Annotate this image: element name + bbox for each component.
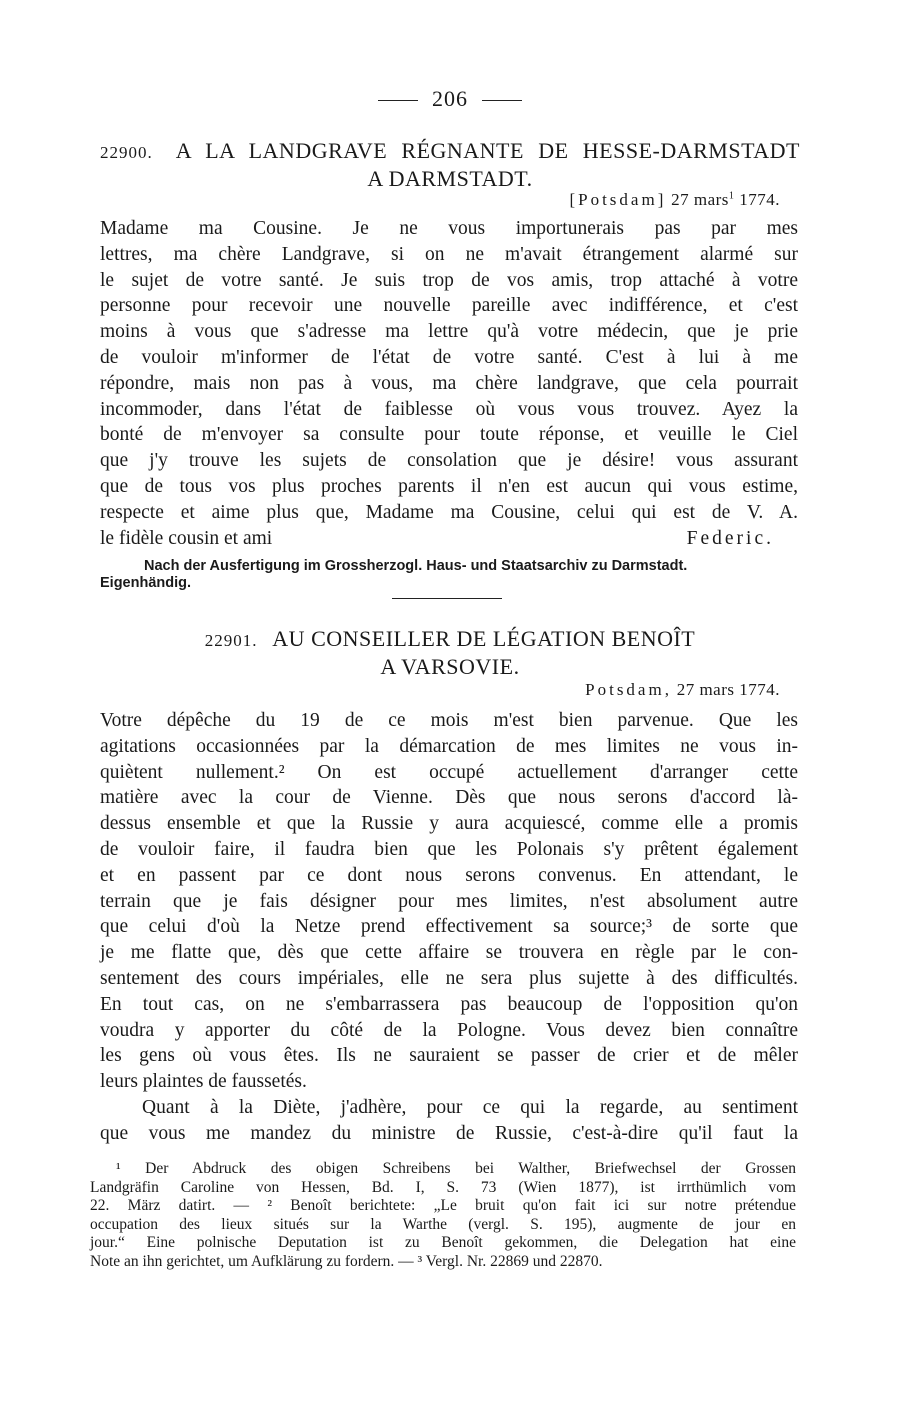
letter2-line: sentement des cours impériales, elle ne sera plus sujette à des difficultés. (100, 967, 798, 989)
letter1-closing: le fidèle cousin et ami (100, 527, 273, 549)
letter2-line: matière avec la cour de Vienne. Dès que nous serons d'accord là- (100, 787, 798, 809)
page-number: 206 (432, 86, 468, 111)
page-number-dash-left (378, 100, 418, 101)
letter1-heading-line2: A DARMSTADT. (367, 166, 533, 191)
letter2-line: agitations occasionnées par la démarcation de mes limites ne vous in- (100, 735, 798, 757)
letter1-line: que j'y trouve les sujets de consolation que je désire! vous assurant (100, 450, 798, 472)
letter2-date-place: Potsdam, (585, 680, 672, 699)
letter2-paragraph2-line: Quant à la Diète, j'adhère, pour ce qui la regarde, au sentiment (142, 1096, 798, 1118)
letter1-heading-line1 (100, 138, 800, 166)
letter1-date-place: [Potsdam] (569, 190, 667, 209)
letter2-line: et en passent par ce dont nous serons convenus. En attendant, le (100, 864, 798, 886)
letter1-date-note: 1 (728, 190, 735, 202)
footnote-line: Note an ihn gerichtet, um Aufklärung zu fordern. — ³ Vergl. Nr. 22869 und 22870. (90, 1252, 603, 1270)
letter1-line: Madame ma Cousine. Je ne vous importunerais pas par mes (100, 218, 798, 239)
letter2-line: que celui d'où la Netze prend effectivement sa source;³ de sorte que (100, 916, 798, 938)
letter2-dateline (585, 680, 780, 700)
footnote-line: jour.“ Eine polnische Deputation ist zu Benoît gekommen, die Delegation hat eine (90, 1234, 796, 1252)
letter1-source-note (100, 558, 800, 592)
letter1-line: lettres, ma chère Landgrave, si on ne m'avait étrangement alarmé sur (100, 243, 798, 265)
letter2-addressee: AU CONSEILLER DE LÉGATION BENOÎT (272, 626, 696, 651)
footnotes (90, 1160, 796, 1272)
letter1-line: répondre, mais non pas à vous, ma chère landgrave, que cela pourrait (100, 372, 798, 394)
letter1-date-year: 1774. (739, 190, 780, 209)
letter2-line: En tout cas, on ne s'embarrassera pas beaucoup de l'opposition qu'on (100, 993, 798, 1015)
letter1-line: incommoder, dans l'état de faiblesse où vous vous trouvez. Ayez la (100, 398, 798, 420)
letter1-body (100, 216, 798, 551)
letter1-date: 27 mars (671, 190, 729, 209)
letter1-heading (100, 138, 800, 192)
page-number-dash-right (482, 100, 522, 101)
letter1-source-line2: Eigenhändig. (100, 575, 192, 591)
letter1-closing-line (100, 526, 798, 552)
letter2-heading (100, 626, 800, 680)
letter2-body (100, 708, 798, 1147)
letter1-signature: Federic. (686, 527, 774, 549)
letter2-line: je me flatte que, dès que cette affaire se trouvera en règle par le con- (100, 942, 798, 964)
letter1-addressee: A LA LANDGRAVE RÉGNANTE DE HESSE-DARMSTADT (175, 138, 800, 163)
footnote-line: ¹ Der Abdruck des obigen Schreibens bei Walther, Briefwechsel der Grossen (116, 1160, 796, 1177)
footnote-line: occupation des lieux situés sur la Warthe (vergl. S. 195), augmente de jour en (90, 1215, 796, 1233)
letter2-heading-line1 (100, 626, 800, 654)
letter1-line: moins à vous que s'adresse ma lettre qu'à votre médecin, que je prie (100, 321, 798, 343)
letter2-number: 22901. (204, 631, 258, 650)
letter1-dateline (569, 190, 780, 210)
letter1-source-line1: Nach der Ausfertigung im Grossherzogl. Haus- und Staatsarchiv zu Darmstadt. (144, 558, 688, 574)
letter1-number: 22900. (100, 143, 153, 162)
letter2-line: quiètent nullement.² On est occupé actuellement d'arranger cette (100, 761, 798, 783)
letter2-line: voudra y apporter du côté de la Pologne. Vous devez bien connaître (100, 1019, 798, 1041)
letter1-line: respecte et aime plus que, Madame ma Cousine, celui qui est de V. A. (100, 501, 798, 523)
letter2-date: 27 mars 1774. (676, 680, 780, 699)
footnote-line: 22. März datirt. — ² Benoît berichtete: „Le bruit qu'on fait ici sur notre prétendue (90, 1197, 796, 1215)
letter2-line: de vouloir faire, il faudra bien que les Polonais s'y prêtent également (100, 838, 798, 860)
letter2-line: leurs plaintes de faussetés. (100, 1071, 307, 1093)
section-divider (392, 598, 502, 599)
letter2-paragraph2-line: que vous me mandez du ministre de Russie, c'est-à-dire qu'il faut la (100, 1122, 798, 1144)
letter1-line: le sujet de votre santé. Je suis trop de vos amis, trop attaché à votre (100, 269, 798, 291)
page-number-row (0, 86, 900, 112)
letter1-line: que de tous vos plus proches parents il n'en est aucun qui vous estime, (100, 475, 798, 497)
letter2-line: Votre dépêche du 19 de ce mois m'est bien parvenue. Que les (100, 710, 798, 731)
letter2-line: dessus ensemble et que la Russie y aura acquiescé, comme elle a promis (100, 813, 798, 835)
letter2-line: terrain que je fais désigner pour mes limites, n'est absolument autre (100, 890, 798, 912)
letter1-line: bonté de m'envoyer sa consulte pour toute réponse, et veuille le Ciel (100, 424, 798, 446)
footnote-line: Landgräfin Caroline von Hessen, Bd. I, S. 73 (Wien 1877), ist irrthümlich vom (90, 1178, 796, 1196)
letter2-heading-line2: A VARSOVIE. (380, 654, 520, 679)
letter1-line: de vouloir m'informer de l'état de votre santé. C'est à lui à me (100, 346, 798, 368)
letter1-line: personne pour recevoir une nouvelle pareille avec indifférence, et c'est (100, 295, 798, 317)
letter2-line: les gens où vous êtes. Ils ne sauraient se passer de crier et de mêler (100, 1045, 798, 1067)
